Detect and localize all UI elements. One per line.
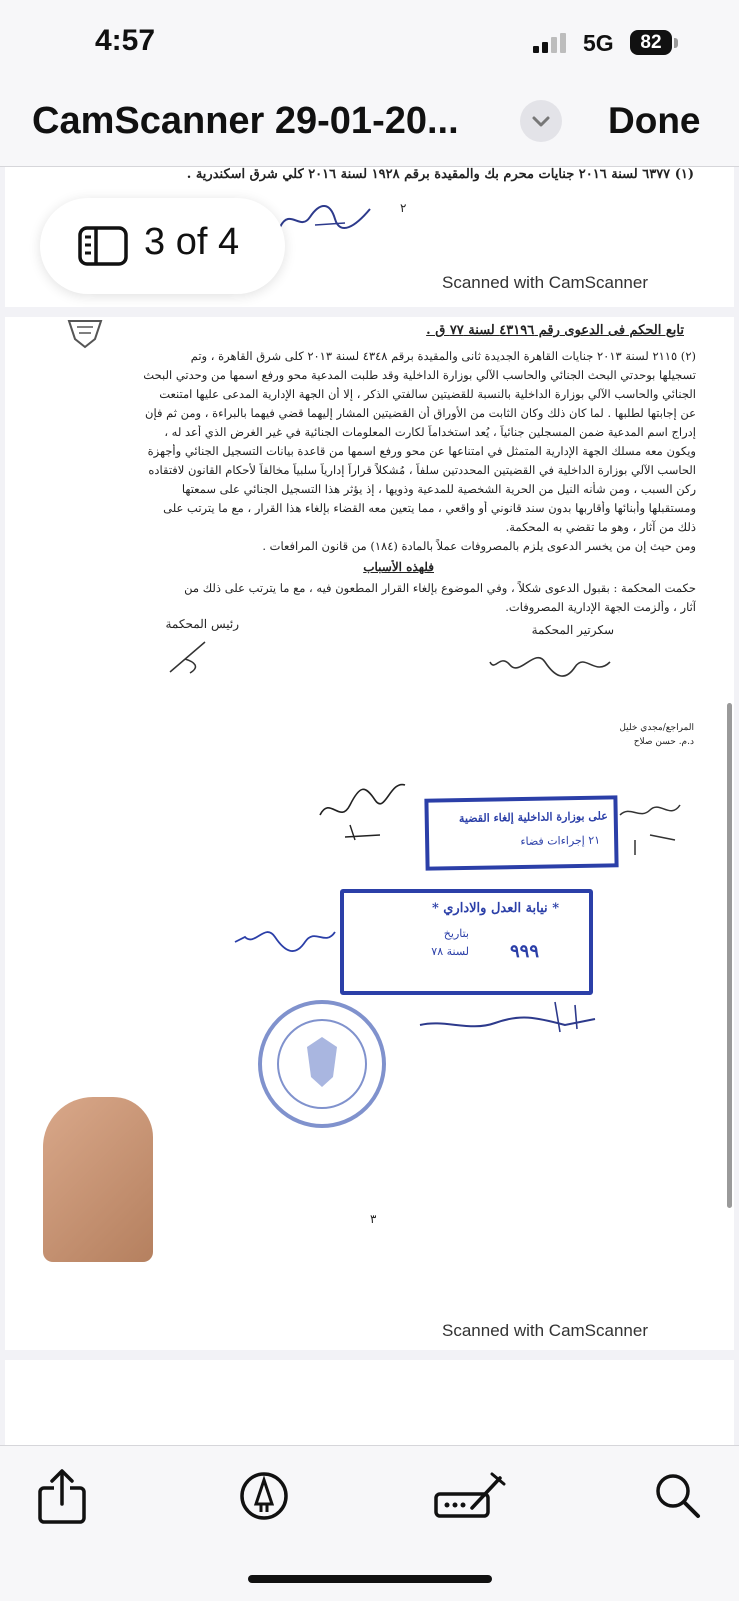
stamp-box-2-line-2: بتاريخ xyxy=(443,927,469,940)
stamp-box-2-line-1: * نيابة العدل والاداري * xyxy=(431,901,559,916)
reasons-heading: فلهذه الأسباب xyxy=(363,560,434,574)
handwritten-name xyxy=(230,917,340,962)
chevron-down-icon xyxy=(520,100,562,142)
doc-page-number: ٣ xyxy=(370,1212,377,1226)
status-bar xyxy=(0,0,739,90)
share-button[interactable] xyxy=(32,1466,92,1526)
battery-tip xyxy=(674,38,678,48)
reviewer-line-1: المراجع/مجدي خليل xyxy=(619,723,694,733)
signal-icon xyxy=(533,33,573,53)
president-label: رئيس المحكمة xyxy=(165,617,239,631)
body-line-1: (٢) ٢١١٥ لسنة ٢٠١٣ جنايات القاهرة الجديدة ثانى والمقيدة برقم ٤٣٤٨ لسنة ٢٠١٣ كلى شرق القاهرة ، وتم xyxy=(190,349,696,363)
sidebar-icon xyxy=(78,226,128,266)
thumb-image xyxy=(43,1097,153,1262)
bottom-signature xyxy=(415,997,600,1042)
page-indicator[interactable] xyxy=(40,198,285,294)
document-title[interactable]: CamScanner 29-01-20... xyxy=(32,100,459,142)
search-icon xyxy=(648,1466,708,1526)
body-line-9: ومستقبلها وأبنائها وأقاربها بدون سند قانوني أو واقعي ، مما يتعين معه القضاء بإلغاء هذا القرار ، مع ما يترتب على xyxy=(163,501,696,515)
scrollbar[interactable] xyxy=(727,703,732,1208)
stamp-box-1-line-2: ٢١ إجراءات فضاء xyxy=(520,833,601,849)
stamp-box-1 xyxy=(424,795,618,870)
body-line-2: تسجيلها بوحدتي البحث الجنائي والحاسب الآلي بوزارة الداخلية وقد طلبت المدعية محو ورفع اسمها من وحدتي البحث xyxy=(143,368,696,382)
share-icon xyxy=(32,1466,92,1526)
nav-bar xyxy=(0,90,739,167)
network-label: 5G xyxy=(583,30,614,56)
markup-icon xyxy=(234,1466,294,1526)
body-line-7: الحاسب الآلي بوزارة الداخلية في القضيتين المحددتين سلفاً ، مُشكلاً قراراً إدارياً سلبياً مخالفاً لأحكام القانون لافتقاده xyxy=(148,463,696,477)
emblem-icon xyxy=(65,319,105,349)
body-line-8: ركن السبب ، ومن شأنه النيل من الحرية الشخصية للمدعية وذويها ، إذ يؤثر هذا التسجيل الجنائي على سمعتها xyxy=(181,482,696,496)
ruling-line-1: حكمت المحكمة : بقبول الدعوى شكلاً ، وفي الموضوع بإلغاء القرار المطعون فيه ، مع ما يترتب على ذلك من xyxy=(184,581,696,595)
done-button[interactable]: Done xyxy=(608,100,701,141)
stamp-box-2-line-4: لسنة ٧٨ xyxy=(431,945,469,958)
prev-page-number: ٢ xyxy=(400,201,407,215)
home-indicator[interactable] xyxy=(248,1575,492,1583)
case-header: تابع الحكم فى الدعوى رقم ٤٣١٩٦ لسنة ٧٧ ق . xyxy=(426,323,684,338)
secretary-label: سكرتير المحكمة xyxy=(531,623,614,637)
markup-button[interactable] xyxy=(234,1466,294,1526)
handwritten-note xyxy=(310,765,410,845)
stamp-box-2-line-3: ٩٩٩ xyxy=(509,941,539,962)
president-signature xyxy=(165,637,235,677)
body-line-4: عن إجابتها لطلبها . لما كان ذلك وكان الثابت من الأوراق أن القضيتين المشار إليهما قضي فيهما بالبراءة ، ومن ثم فإن xyxy=(145,406,696,420)
title-menu-button[interactable] xyxy=(520,100,562,142)
round-seal xyxy=(255,997,390,1132)
stamp-box-2 xyxy=(340,889,593,995)
battery-icon: 82 xyxy=(630,30,672,55)
signature-button[interactable] xyxy=(430,1466,510,1526)
reviewer-line-2: د.م. حسن صلاح xyxy=(633,737,694,747)
document-page xyxy=(5,317,734,1350)
search-button[interactable] xyxy=(648,1466,708,1526)
ruling-line-2: آثار ، وألزمت الجهة الإدارية المصروفات. xyxy=(505,600,696,614)
secretary-signature xyxy=(485,647,615,687)
stamp-box-1-line-1: على بوزارة الداخلية إلغاء القضية xyxy=(458,809,608,826)
body-line-3: الجنائي والحاسب الآلي بوزارة الداخلية بالنسبة للقضيتين سالفتي الذكر ، إلا أن الجهة الإدارية المدعى عليها امتنعت xyxy=(159,387,696,401)
handwritten-signature xyxy=(275,197,385,237)
body-line-11: ومن حيث إن من يخسر الدعوى يلزم بالمصروفات عملاً بالمادة (١٨٤) من قانون المرافعات . xyxy=(262,539,696,553)
page-indicator-label: 3 of 4 xyxy=(144,221,240,263)
stamp-signature xyxy=(615,795,685,865)
signature-icon xyxy=(430,1466,510,1526)
status-time: 4:57 xyxy=(95,24,156,57)
prev-page-line: (١) ٦٣٧٧ لسنة ٢٠١٦ جنايات محرم بك والمقيدة برقم ١٩٢٨ لسنة ٢٠١٦ كلي شرق اسكندرية . xyxy=(186,167,694,182)
body-line-10: ذلك من آثار ، وهو ما تقضي به المحكمة. xyxy=(505,520,696,534)
next-page xyxy=(5,1360,734,1445)
scan-footer: Scanned with CamScanner xyxy=(442,273,649,292)
body-line-5: إدراج اسم المدعية ضمن المسجلين جنائياً ، يُعد استخداماً لكارت المعلومات الجنائية في غير الغرض الذي أعد له ، xyxy=(164,425,696,439)
body-line-6: ويكون معه مسلك الجهة الإدارية المتمثل في امتناعها عن محو ورفع اسمها من قاعدة بيانات التسجيل الجنائي وأجهزة xyxy=(147,444,696,458)
scan-footer-2: Scanned with CamScanner xyxy=(442,1321,649,1340)
